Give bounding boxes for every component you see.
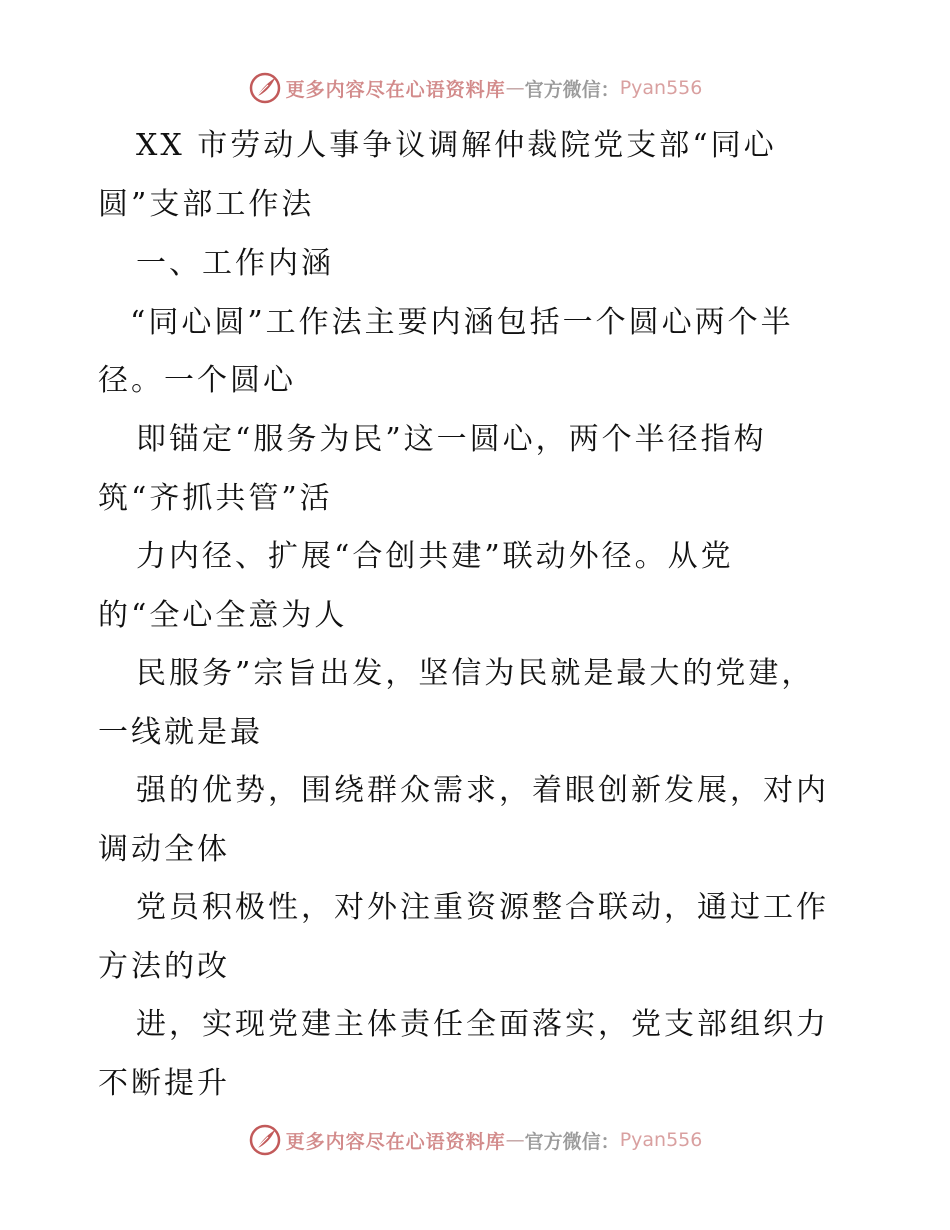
paragraph-line: 强的优势，围绕群众需求，着眼创新发展，对内: [136, 773, 829, 808]
footer-watermark: [0, 1120, 950, 1160]
watermark-handle: Pyan556: [619, 77, 703, 99]
watermark-separator: —: [505, 1129, 525, 1151]
paragraph-line: 方法的改: [98, 949, 230, 984]
watermark-separator: —: [505, 77, 525, 99]
paragraph-line: “同心圆”工作法主要内涵包括一个圆心两个半: [130, 305, 794, 340]
paragraph-line: 进，实现党建主体责任全面落实，党支部组织力: [136, 1007, 829, 1042]
watermark-main-text: 更多内容尽在心语资料库: [285, 78, 506, 101]
document-title-line-1: XX 市劳动人事争议调解仲裁院党支部“同心: [136, 128, 777, 163]
paragraph-line: 一线就是最: [98, 715, 263, 750]
paragraph-line: 党员积极性，对外注重资源整合联动，通过工作: [136, 890, 829, 925]
paragraph-line: 不断提升: [98, 1066, 230, 1101]
paragraph-line: 民服务”宗旨出发，坚信为民就是最大的党建，: [136, 656, 815, 691]
document-title-line-2: 圆”支部工作法: [98, 187, 315, 222]
watermark-wechat-label: 官方微信：: [524, 78, 620, 101]
feather-pen-logo-icon: [248, 1123, 282, 1157]
watermark-handle: Pyan556: [619, 1129, 703, 1151]
paragraph-line: 的“全心全意为人: [98, 598, 348, 633]
paragraph-line: 调动全体: [98, 832, 230, 867]
paragraph-line: 筑“齐抓共管”活: [98, 481, 333, 516]
section-heading: 一、工作内涵: [136, 246, 334, 281]
watermark-wechat-label: 官方微信：: [524, 1130, 620, 1153]
paragraph-line: 力内径、扩展“合创共建”联动外径。从党: [136, 539, 734, 574]
paragraph-line: 即锚定“服务为民”这一圆心，两个半径指构: [136, 422, 767, 457]
watermark-main-text: 更多内容尽在心语资料库: [285, 1130, 506, 1153]
paragraph-line: 径。一个圆心: [98, 363, 296, 398]
